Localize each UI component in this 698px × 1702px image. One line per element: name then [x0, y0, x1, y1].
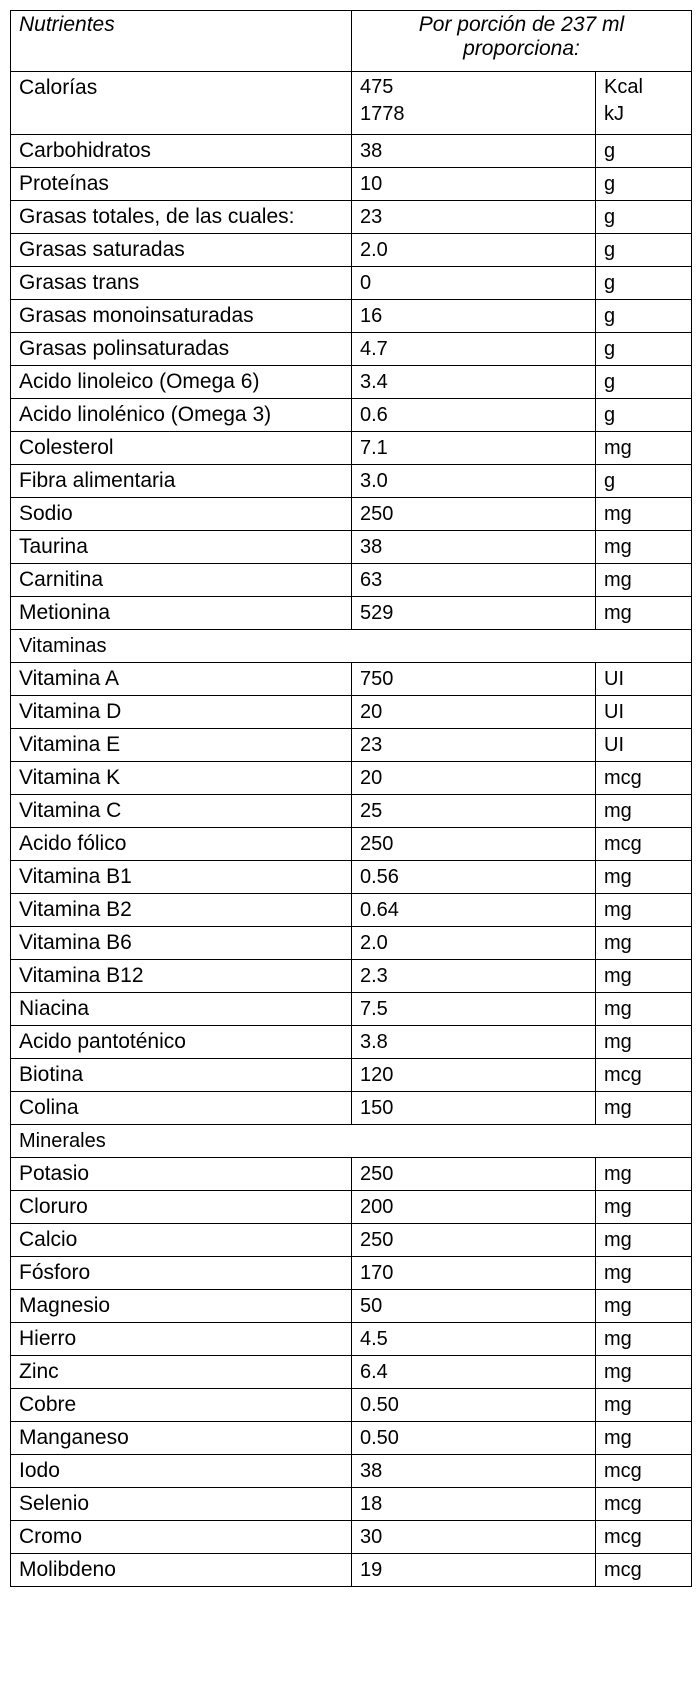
nutrient-value: 7.5: [352, 993, 596, 1026]
nutrient-name: Vitamina B12: [11, 960, 352, 993]
nutrient-value: 250: [352, 828, 596, 861]
macro-row: [11, 432, 692, 465]
nutrient-name: Acido pantoténico: [11, 1026, 352, 1059]
nutrient-value: 3.4: [352, 366, 596, 399]
nutrient-name: Cobre: [11, 1389, 352, 1422]
vitamin-row: [11, 729, 692, 762]
nutrient-name: Proteínas: [11, 168, 352, 201]
nutrient-value: 120: [352, 1059, 596, 1092]
nutrient-value: 63: [352, 564, 596, 597]
nutrient-value: 4.5: [352, 1323, 596, 1356]
nutrient-value: 6.4: [352, 1356, 596, 1389]
mineral-row: [11, 1224, 692, 1257]
nutrient-unit: mg: [596, 1356, 692, 1389]
header-row: [11, 11, 692, 72]
nutrient-name: Biotina: [11, 1059, 352, 1092]
nutrient-unit: UI: [596, 696, 692, 729]
nutrient-value: 30: [352, 1521, 596, 1554]
vitamin-row: [11, 861, 692, 894]
nutrient-value: 10: [352, 168, 596, 201]
nutrient-name: Vitamina B6: [11, 927, 352, 960]
mineral-row: [11, 1521, 692, 1554]
vitamin-row: [11, 828, 692, 861]
nutrient-unit: mg: [596, 1389, 692, 1422]
nutrient-name: Acido linoleico (Omega 6): [11, 366, 352, 399]
vitamin-row: [11, 894, 692, 927]
nutrient-unit: UI: [596, 729, 692, 762]
nutrient-unit: mg: [596, 1257, 692, 1290]
macro-row: [11, 267, 692, 300]
nutrient-value: 20: [352, 762, 596, 795]
mineral-row: [11, 1191, 692, 1224]
macro-row: [11, 465, 692, 498]
nutrient-value: 23: [352, 729, 596, 762]
header-nutrients: Nutrientes: [11, 11, 352, 72]
nutrient-value: 3.8: [352, 1026, 596, 1059]
nutrient-unit: g: [596, 267, 692, 300]
minerals-section-heading: Minerales: [11, 1125, 692, 1158]
nutrient-name: Vitamina E: [11, 729, 352, 762]
nutrient-value: 50: [352, 1290, 596, 1323]
nutrient-value: 0.56: [352, 861, 596, 894]
nutrient-name: Carbohidratos: [11, 135, 352, 168]
nutrient-name: Grasas trans: [11, 267, 352, 300]
nutrient-unit: mg: [596, 894, 692, 927]
nutrient-unit: mg: [596, 960, 692, 993]
vitamin-row: [11, 993, 692, 1026]
nutrient-unit: mg: [596, 927, 692, 960]
nutrient-unit: mg: [596, 432, 692, 465]
nutrient-unit: mcg: [596, 1521, 692, 1554]
nutrition-table: [10, 10, 692, 1587]
nutrient-unit: mg: [596, 993, 692, 1026]
minerals-section-row: [11, 1125, 692, 1158]
nutrient-value: 25: [352, 795, 596, 828]
nutrient-unit: g: [596, 201, 692, 234]
nutrient-unit: mcg: [596, 1554, 692, 1587]
nutrient-name: Vitamina A: [11, 663, 352, 696]
nutrient-unit: g: [596, 234, 692, 267]
nutrient-unit: mg: [596, 1092, 692, 1125]
vitamin-row: [11, 696, 692, 729]
mineral-row: [11, 1554, 692, 1587]
nutrient-unit: mg: [596, 1026, 692, 1059]
macro-row: [11, 399, 692, 432]
nutrient-value: 38: [352, 1455, 596, 1488]
nutrient-unit: mg: [596, 597, 692, 630]
vitamin-row: [11, 1059, 692, 1092]
header-portion: Por porción de 237 ml proporciona:: [352, 11, 692, 72]
nutrient-unit: g: [596, 465, 692, 498]
nutrient-value: 170: [352, 1257, 596, 1290]
nutrient-value: 200: [352, 1191, 596, 1224]
nutrient-value: 38: [352, 135, 596, 168]
mineral-row: [11, 1356, 692, 1389]
nutrient-name: Calcio: [11, 1224, 352, 1257]
nutrient-unit: g: [596, 366, 692, 399]
vitamin-row: [11, 1092, 692, 1125]
nutrient-value: 250: [352, 498, 596, 531]
calories-kj-value: 1778: [360, 103, 405, 125]
nutrient-value: 38: [352, 531, 596, 564]
vitamin-row: [11, 960, 692, 993]
vitamin-row: [11, 1026, 692, 1059]
macro-row: [11, 201, 692, 234]
calories-units: [596, 72, 692, 135]
nutrient-unit: g: [596, 333, 692, 366]
nutrient-name: Cromo: [11, 1521, 352, 1554]
nutrient-name: Fósforo: [11, 1257, 352, 1290]
nutrient-name: Cloruro: [11, 1191, 352, 1224]
nutrient-unit: mg: [596, 531, 692, 564]
nutrient-name: Metionina: [11, 597, 352, 630]
macro-row: [11, 234, 692, 267]
nutrient-value: 150: [352, 1092, 596, 1125]
calories-kcal-value: 475: [360, 76, 394, 98]
calories-kcal-unit: Kcal: [604, 76, 643, 98]
nutrient-value: 750: [352, 663, 596, 696]
nutrient-name: Vitamina C: [11, 795, 352, 828]
nutrient-name: Potasio: [11, 1158, 352, 1191]
nutrient-unit: g: [596, 300, 692, 333]
nutrient-value: 23: [352, 201, 596, 234]
nutrient-unit: mcg: [596, 1455, 692, 1488]
mineral-row: [11, 1488, 692, 1521]
nutrient-value: 3.0: [352, 465, 596, 498]
nutrient-value: 0.50: [352, 1389, 596, 1422]
nutrient-name: Vitamina B2: [11, 894, 352, 927]
mineral-row: [11, 1389, 692, 1422]
nutrient-unit: mcg: [596, 1488, 692, 1521]
nutrient-unit: mg: [596, 564, 692, 597]
nutrient-value: 0.6: [352, 399, 596, 432]
nutrient-name: Hierro: [11, 1323, 352, 1356]
vitamin-row: [11, 762, 692, 795]
table-body: [11, 11, 692, 1587]
nutrient-unit: g: [596, 135, 692, 168]
nutrient-unit: g: [596, 399, 692, 432]
nutrient-unit: mg: [596, 1158, 692, 1191]
macro-row: [11, 135, 692, 168]
nutrient-unit: mg: [596, 1191, 692, 1224]
nutrient-name: Niacina: [11, 993, 352, 1026]
mineral-row: [11, 1455, 692, 1488]
nutrient-name: Grasas saturadas: [11, 234, 352, 267]
macro-row: [11, 498, 692, 531]
mineral-row: [11, 1257, 692, 1290]
macro-row: [11, 168, 692, 201]
mineral-row: [11, 1158, 692, 1191]
nutrient-unit: mg: [596, 795, 692, 828]
mineral-row: [11, 1323, 692, 1356]
nutrient-value: 16: [352, 300, 596, 333]
nutrient-value: 250: [352, 1158, 596, 1191]
nutrient-unit: UI: [596, 663, 692, 696]
macro-row: [11, 366, 692, 399]
nutrient-value: 4.7: [352, 333, 596, 366]
nutrient-name: Carnitina: [11, 564, 352, 597]
nutrient-unit: mg: [596, 498, 692, 531]
nutrient-name: Grasas monoinsaturadas: [11, 300, 352, 333]
vitamins-section-row: [11, 630, 692, 663]
nutrient-value: 20: [352, 696, 596, 729]
vitamin-row: [11, 663, 692, 696]
nutrient-name: Molibdeno: [11, 1554, 352, 1587]
nutrient-value: 18: [352, 1488, 596, 1521]
nutrient-name: Acido fólico: [11, 828, 352, 861]
vitamin-row: [11, 927, 692, 960]
calories-row: [11, 72, 692, 135]
vitamins-section-heading: Vitaminas: [11, 630, 692, 663]
macro-row: [11, 564, 692, 597]
calories-kj-unit: kJ: [604, 103, 624, 125]
nutrient-name: Taurina: [11, 531, 352, 564]
nutrient-value: 2.3: [352, 960, 596, 993]
nutrient-name: Colina: [11, 1092, 352, 1125]
nutrient-unit: mg: [596, 1290, 692, 1323]
nutrient-name: Iodo: [11, 1455, 352, 1488]
nutrient-unit: mg: [596, 1323, 692, 1356]
nutrient-unit: mg: [596, 1224, 692, 1257]
nutrient-unit: mg: [596, 1422, 692, 1455]
nutrient-unit: mcg: [596, 762, 692, 795]
nutrient-name: Grasas totales, de las cuales:: [11, 201, 352, 234]
macro-row: [11, 333, 692, 366]
nutrient-name: Manganeso: [11, 1422, 352, 1455]
macro-row: [11, 300, 692, 333]
nutrient-name: Sodio: [11, 498, 352, 531]
nutrient-value: 250: [352, 1224, 596, 1257]
nutrient-value: 529: [352, 597, 596, 630]
nutrient-value: 7.1: [352, 432, 596, 465]
nutrient-value: 0.64: [352, 894, 596, 927]
nutrient-unit: mg: [596, 861, 692, 894]
calories-label: Calorías: [11, 72, 352, 135]
nutrient-unit: g: [596, 168, 692, 201]
nutrient-unit: mcg: [596, 828, 692, 861]
nutrient-name: Acido linolénico (Omega 3): [11, 399, 352, 432]
macro-row: [11, 531, 692, 564]
nutrient-name: Colesterol: [11, 432, 352, 465]
nutrient-value: 2.0: [352, 927, 596, 960]
macro-row: [11, 597, 692, 630]
mineral-row: [11, 1290, 692, 1323]
nutrient-name: Magnesio: [11, 1290, 352, 1323]
nutrient-value: 2.0: [352, 234, 596, 267]
nutrient-value: 0: [352, 267, 596, 300]
nutrient-name: Grasas polinsaturadas: [11, 333, 352, 366]
vitamin-row: [11, 795, 692, 828]
nutrient-name: Zinc: [11, 1356, 352, 1389]
mineral-row: [11, 1422, 692, 1455]
nutrient-name: Vitamina B1: [11, 861, 352, 894]
nutrient-name: Vitamina K: [11, 762, 352, 795]
nutrient-value: 0.50: [352, 1422, 596, 1455]
nutrient-name: Fibra alimentaria: [11, 465, 352, 498]
calories-values: [352, 72, 596, 135]
nutrient-name: Vitamina D: [11, 696, 352, 729]
nutrient-unit: mcg: [596, 1059, 692, 1092]
nutrient-value: 19: [352, 1554, 596, 1587]
nutrient-name: Selenio: [11, 1488, 352, 1521]
